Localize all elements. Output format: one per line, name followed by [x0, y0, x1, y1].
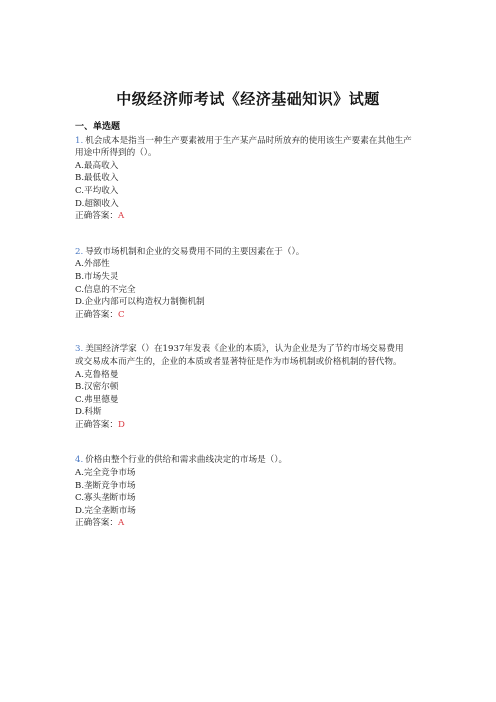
- option-d: D.科斯: [75, 407, 102, 418]
- option-c: C.平均收入: [75, 185, 119, 196]
- question-list: [75, 121, 435, 530]
- answer-label: 正确答案：: [75, 211, 118, 222]
- answer-value: A: [117, 211, 125, 222]
- answer-value: C: [117, 309, 125, 320]
- question-stem-line: 导致市场机制和企业的交易费用不同的主要因素在于（）。: [85, 246, 305, 257]
- question-4: [75, 454, 435, 530]
- correct-answer: [75, 309, 435, 322]
- option-c: C.弗里德曼: [75, 394, 119, 405]
- question-stem-line: 美国经济学家（）在1937年发表《企业的本质》，认为企业是为了节约市场交易费用: [85, 344, 404, 355]
- option-b: B.垄断竞争市场: [75, 480, 136, 491]
- option-a: A.最高收入: [75, 160, 119, 171]
- question-stem: [75, 246, 435, 259]
- correct-answer: [75, 517, 435, 530]
- option-a: A.克鲁格曼: [75, 369, 119, 380]
- option-a: A.外部性: [75, 259, 110, 270]
- question-number: 2.: [75, 246, 84, 257]
- option-d: D.超额收入: [75, 198, 119, 209]
- option-b: B.最低收入: [75, 173, 119, 184]
- option-c: C.信息的不完全: [75, 284, 136, 295]
- question-stem-line: 价格由整个行业的供给和需求曲线决定的市场是（）。: [85, 455, 288, 466]
- section-heading: 一、单选题: [75, 122, 121, 132]
- page-title: 中级经济师考试《经济基础知识》试题: [116, 90, 380, 108]
- answer-value: D: [117, 419, 125, 430]
- answer-label: 正确答案：: [75, 309, 118, 320]
- correct-answer: [75, 210, 435, 223]
- question-stem: [75, 135, 435, 148]
- option-b: B.市场失灵: [75, 271, 119, 282]
- question-stem: [75, 454, 435, 467]
- option-a: A.完全竞争市场: [75, 468, 136, 479]
- question-stem: [75, 343, 435, 356]
- answer-label: 正确答案：: [75, 518, 118, 529]
- question-number: 3.: [75, 344, 84, 355]
- question-3: [75, 343, 435, 431]
- option-c: C.寡头垄断市场: [75, 493, 136, 504]
- question-number: 1.: [75, 135, 84, 146]
- option-d: D.企业内部可以构造权力制衡机制: [75, 297, 205, 308]
- question-1: [75, 135, 435, 223]
- question-2: [75, 246, 435, 322]
- option-b: B.汉密尔顿: [75, 382, 119, 393]
- question-stem-line: 用途中所得到的（）。: [75, 148, 157, 159]
- question-number: 4.: [75, 455, 84, 466]
- answer-value: A: [117, 518, 125, 529]
- question-stem-line: 或交易成本而产生的，企业的本质或者显著特征是作为市场机制或价格机制的替代物。: [75, 356, 402, 367]
- answer-label: 正确答案：: [75, 419, 118, 430]
- correct-answer: [75, 419, 435, 432]
- question-stem-line: 机会成本是指当一种生产要素被用于生产某产品时所放弃的使用该生产要素在其他生产: [85, 135, 412, 146]
- option-d: D.完全垄断市场: [75, 505, 136, 516]
